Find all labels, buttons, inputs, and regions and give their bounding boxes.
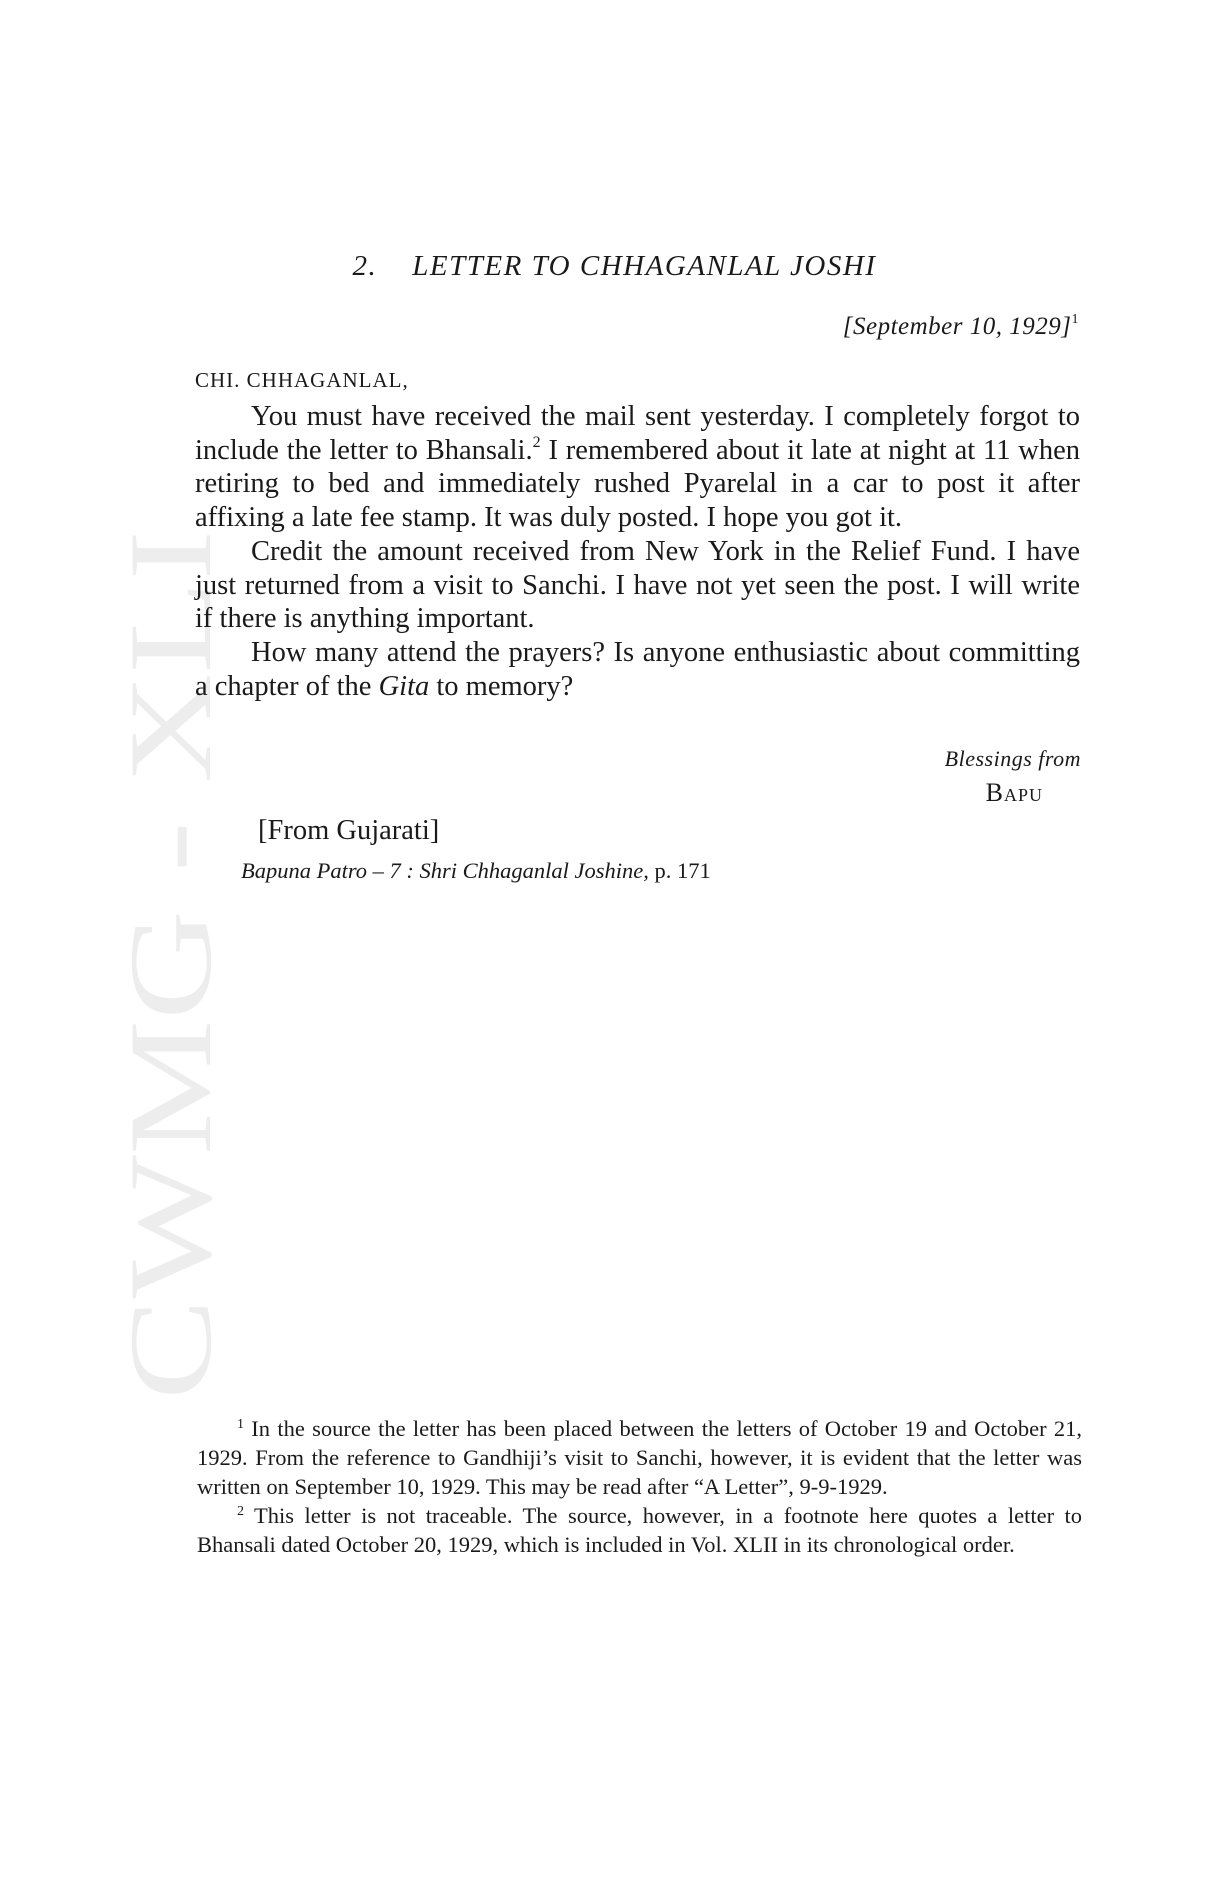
footnote-1: $^1$ In the source the letter has been placed between the letters of October 19 and October 21, 1929. From the reference to Gandhiji’s visit to Sanchi, however, it is evident that the letter was written on September 10, 1929. This may be read after “A Letter”, 9-9-1929.	[197, 1416, 1082, 1499]
origin-note: [From Gujarati]	[258, 815, 440, 846]
dateline	[843, 312, 1079, 341]
paragraph-3: How many attend the prayers? Is anyone enthusiastic about committing a chapter of the Gita to memory?	[195, 636, 1080, 702]
date-text: [September 10, 1929]	[842, 313, 1072, 340]
letter-heading	[0, 250, 1229, 283]
source-page: p. 171	[648, 858, 711, 883]
signoff-blessing: Blessings from	[944, 746, 1081, 771]
footnotes	[197, 1414, 1082, 1559]
signoff-name: Bapu	[985, 778, 1043, 807]
heading-number: 2.	[352, 250, 378, 282]
paragraph-1: You must have received the mail sent yesterday. I completely forgot to include the letter to Bhansali.$^2$ I remembered about it late at night at 11 when retiring to bed and immediately rushed Pyarelal in a car to post it after affixing a late fee stamp. It was duly posted. I hope you got it.	[195, 401, 1081, 534]
source-citation	[241, 858, 711, 884]
footnote-ref-2: 2	[532, 433, 541, 451]
footnote-2: $^2$ This letter is not traceable. The source, however, in a footnote here quotes a letter to Bhansali dated October 20, 1929, which is included in Vol. XLII in its chronological order.	[197, 1503, 1082, 1557]
watermark-text: CWMG - XLI	[105, 724, 236, 1400]
paragraph-2: Credit the amount received from New York in the Relief Fund. I have just returned from a visit to Sanchi. I have not yet seen the post. I will write if there is anything important.	[195, 535, 1080, 635]
footnote-ref-1: 1	[1071, 312, 1079, 327]
salutation: CHI. CHHAGANLAL,	[195, 368, 409, 392]
heading-title: LETTER TO CHHAGANLAL JOSHI	[412, 250, 877, 282]
source-title: Bapuna Patro – 7 : Shri Chhaganlal Joshine,	[241, 858, 649, 883]
gita-title: Gita	[378, 670, 430, 702]
letter-body	[195, 400, 1080, 703]
